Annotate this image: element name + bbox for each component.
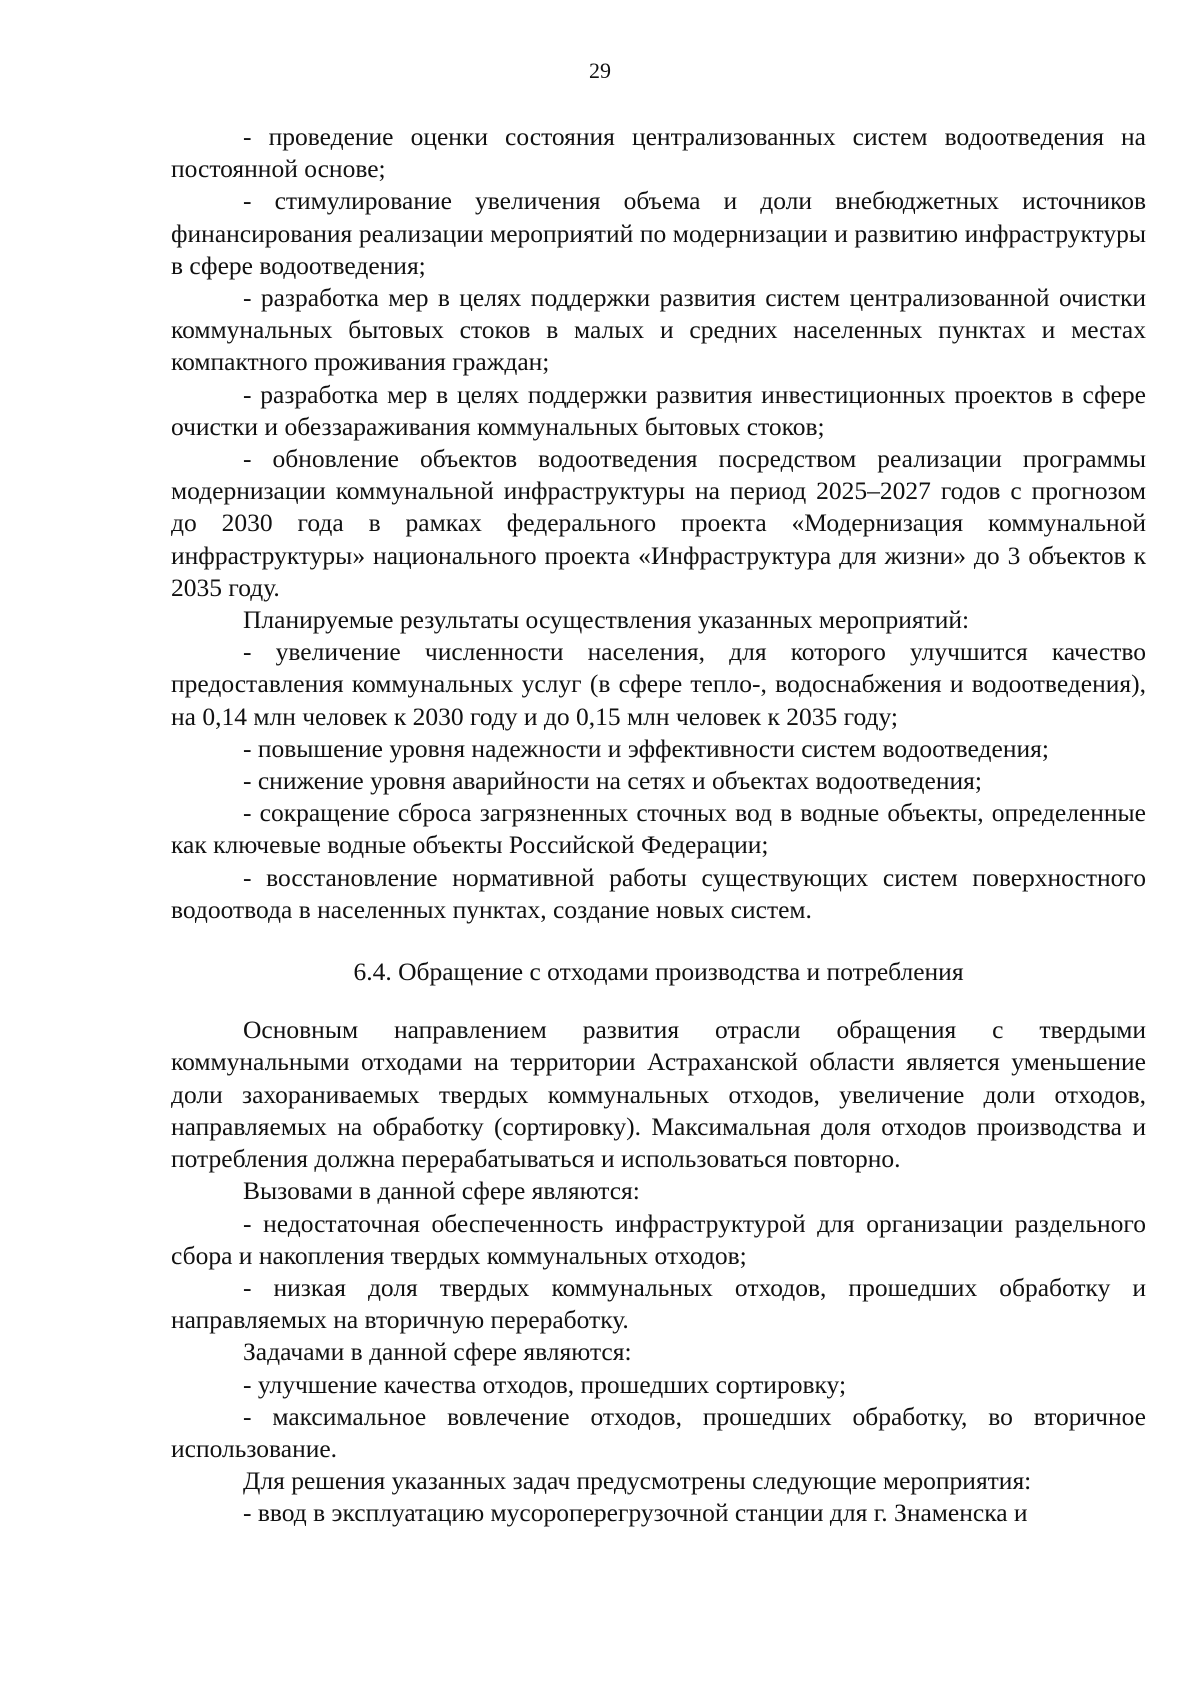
paragraph: Планируемые результаты осуществления указанных мероприятий: [243,605,970,635]
list-item: - ввод в эксплуатацию мусороперегрузочной станции для г. Знаменска и [243,1498,1028,1528]
list-item: - повышение уровня надежности и эффективности систем водоотведения; [243,733,1049,763]
paragraph: Для решения указанных задач предусмотрены следующие мероприятия: [243,1466,1032,1496]
page-number: 29 [589,58,611,83]
list-item: - низкая доля твердых коммунальных отходов, прошедших обработку и направляемых на вторичную переработку. [171,1272,1146,1335]
paragraph: Основным направлением развития отрасли обращения с твердыми коммунальными отходами на территории Астраханской области является уменьшение доли захораниваемых твердых коммунальных отходов, увеличение доли отходов, направляемых на обработку (сортировку). Максимальная доля отходов производства и потребления должна перерабатываться и использоваться повторно. [171,1015,1146,1174]
list-item: - разработка мер в целях поддержки развития инвестиционных проектов в сфере очистки и обеззараживания коммунальных бытовых стоков; [171,379,1146,441]
paragraph: Задачами в данной сфере являются: [243,1337,632,1367]
list-item: - увеличение численности населения, для которого улучшится качество предоставления коммунальных услуг (в сфере тепло-, водоснабжения и водоотведения), на 0,14 млн человек к 2030 году и до 0,15 млн человек к 2035 году; [171,637,1146,731]
list-item: - сокращение сброса загрязненных сточных вод в водные объекты, определенные как ключевые водные объекты Российской Федерации; [171,798,1146,860]
document-body [171,121,1146,1530]
section-heading: 6.4. Обращение с отходами производства и потребления [353,957,964,987]
list-item: - обновление объектов водоотведения посредством реализации программы модернизации коммунальной инфраструктуры на период 2025–2027 годов с прогнозом до 2030 года в рамках федерального проекта «Модернизация коммунальной инфраструктуры» национального проекта «Инфраструктура для жизни» до 3 объектов к 2035 году. [171,444,1146,602]
list-item: - снижение уровня аварийности на сетях и объектах водоотведения; [243,766,982,796]
list-item: - недостаточная обеспеченность инфраструктурой для организации раздельного сбора и накопления твердых коммунальных отходов; [171,1208,1146,1270]
list-item: - стимулирование увеличения объема и доли внебюджетных источников финансирования реализации мероприятий по модернизации и развитию инфраструктуры в сфере водоотведения; [171,186,1146,280]
list-item: - улучшение качества отходов, прошедших сортировку; [243,1369,847,1399]
paragraph: Вызовами в данной сфере являются: [243,1176,640,1206]
list-item: - проведение оценки состояния централизованных систем водоотведения на постоянной основе; [171,122,1146,184]
list-item: - разработка мер в целях поддержки развития систем централизованной очистки коммунальных бытовых стоков в малых и средних населенных пунктах и местах компактного проживания граждан; [171,283,1146,377]
list-item: - восстановление нормативной работы существующих систем поверхностного водоотвода в населенных пунктах, создание новых систем. [171,862,1146,924]
list-item: - максимальное вовлечение отходов, прошедших обработку, во вторичное использование. [171,1401,1146,1463]
